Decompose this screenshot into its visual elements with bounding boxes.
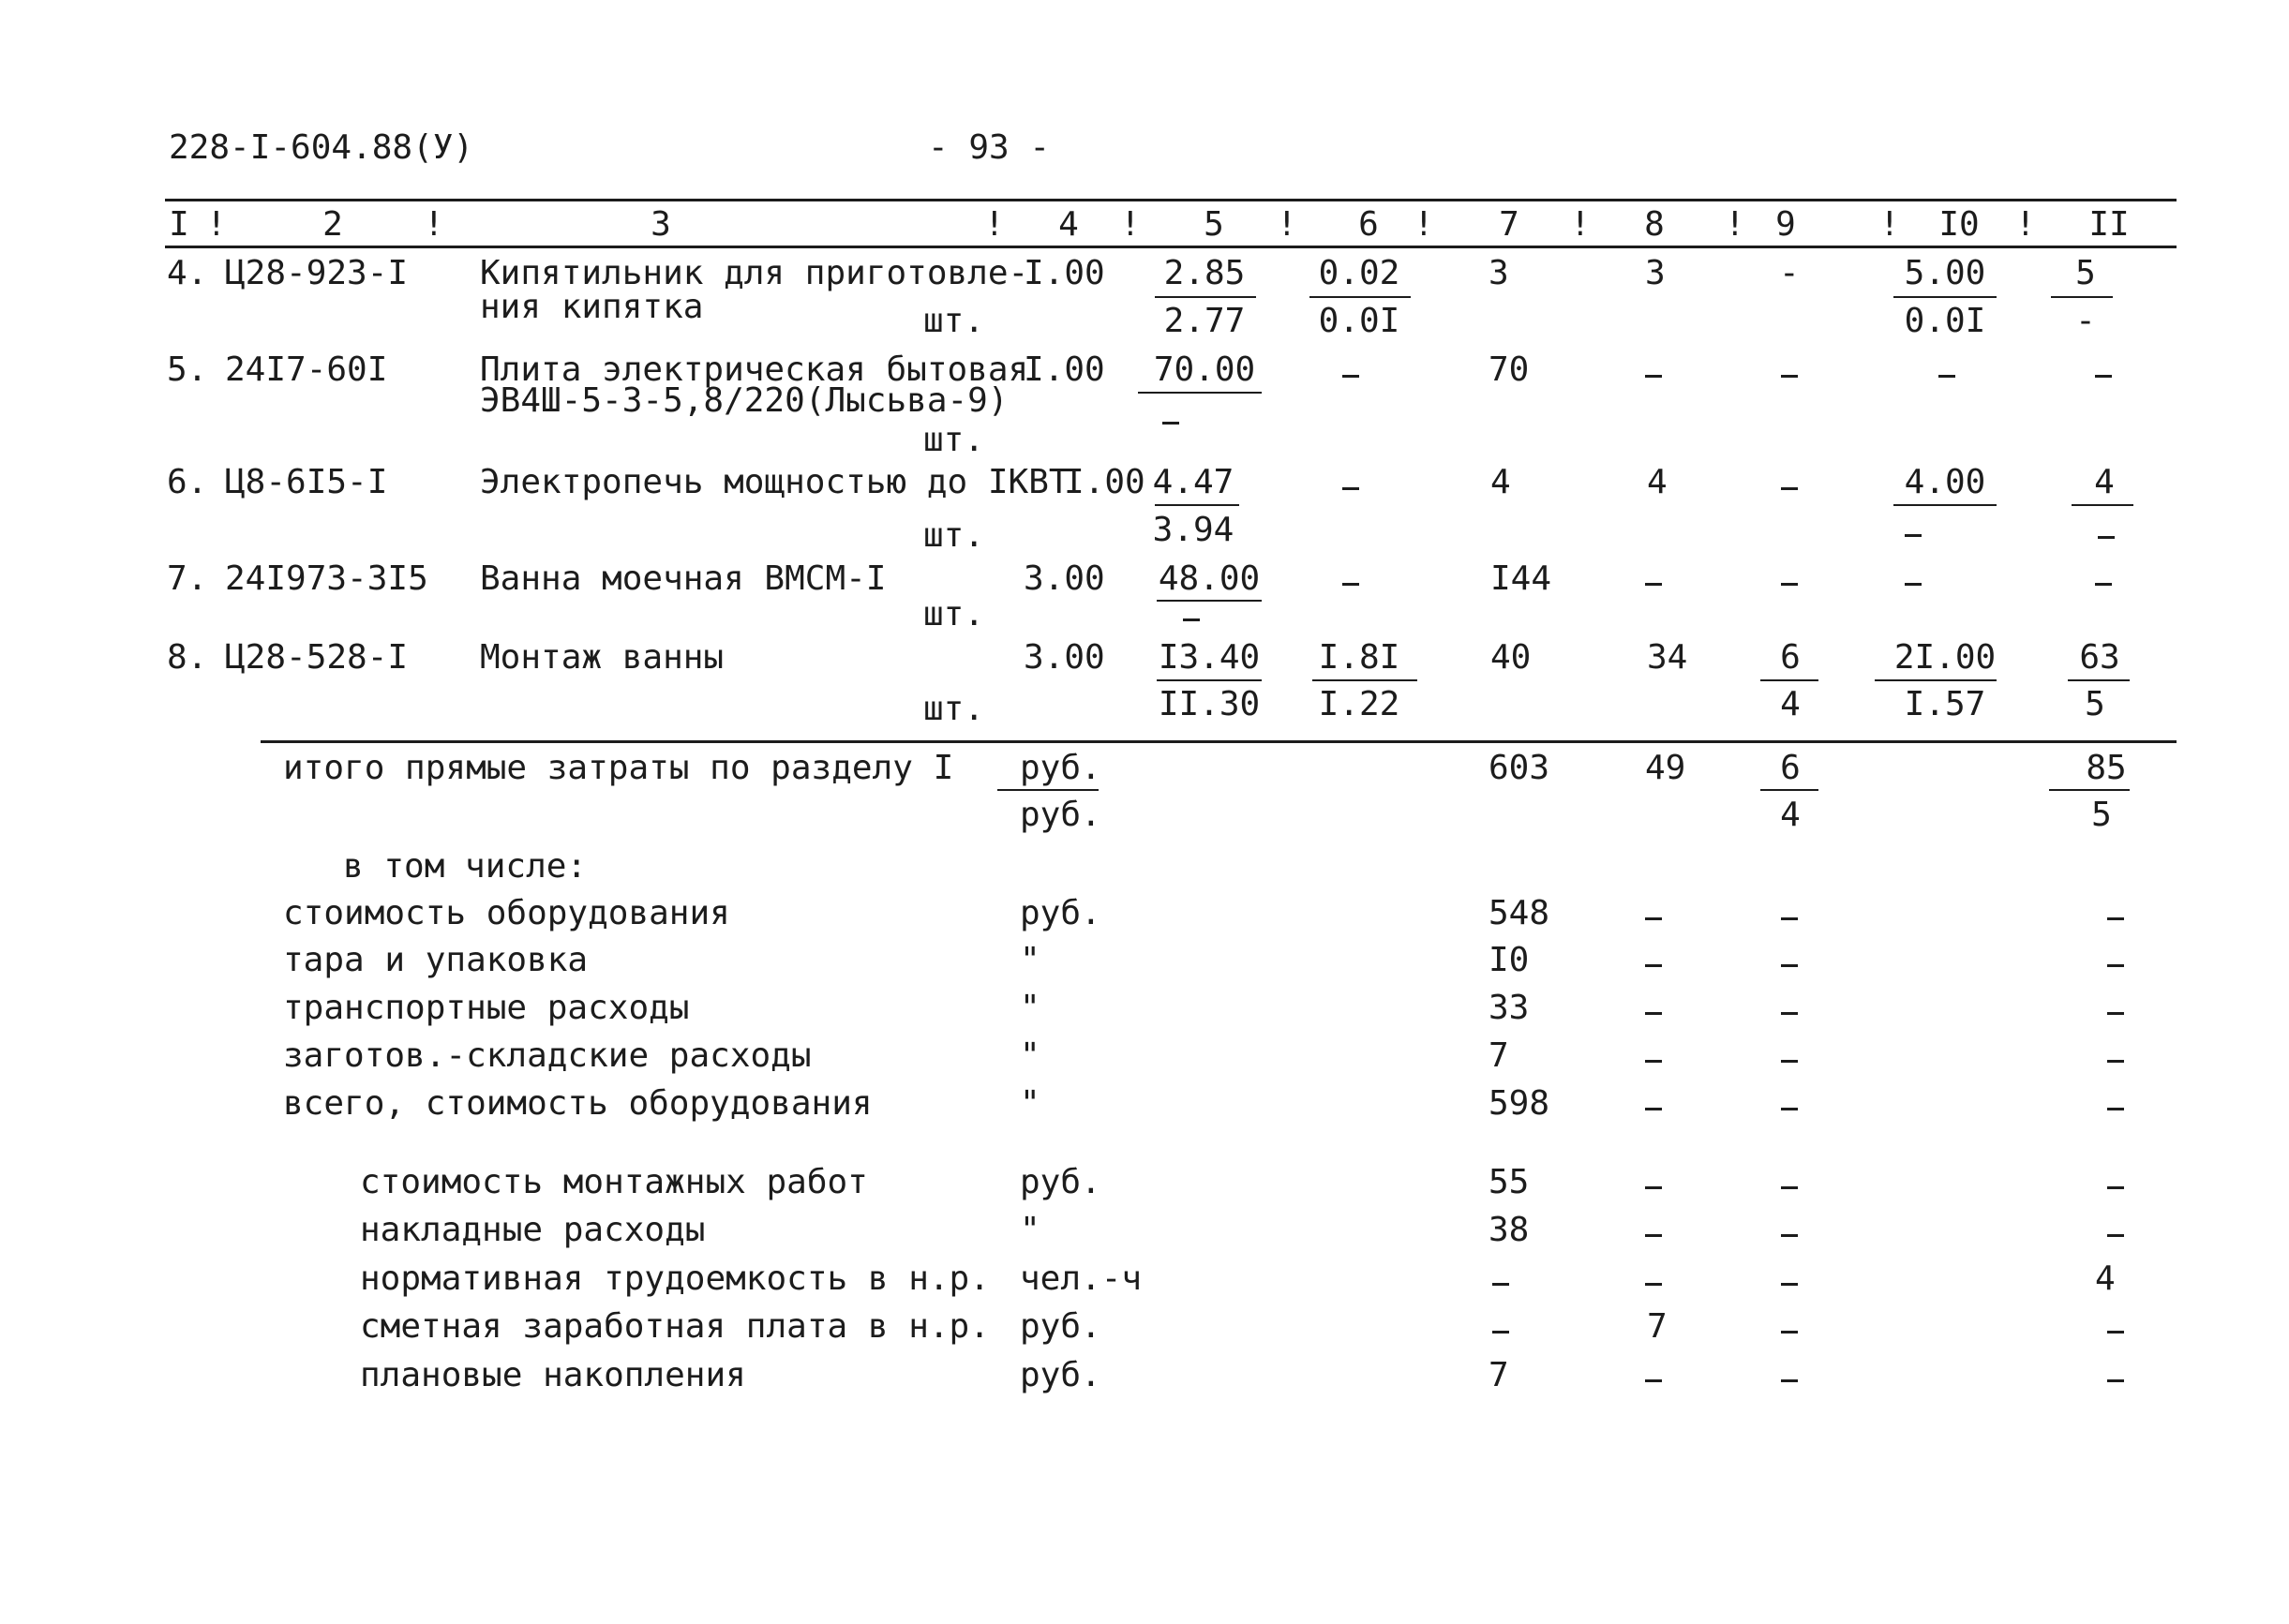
total-label: итого прямые затраты по разделу I bbox=[283, 749, 954, 787]
row-col9-bottom: 4 bbox=[1780, 685, 1801, 723]
total-col9-bottom: 4 bbox=[1780, 796, 1801, 834]
row-col8: 34 bbox=[1647, 638, 1688, 677]
summary-line-c11-dash bbox=[2107, 1379, 2124, 1382]
row-col5-top: 2.85 bbox=[1163, 254, 1246, 292]
summary-line-c11-dash bbox=[2107, 1234, 2124, 1237]
summary-line-c7: 38 bbox=[1489, 1211, 1530, 1249]
total-col11-bottom: 5 bbox=[2091, 796, 2112, 834]
row-name-line: Ванна моечная ВМСМ-I bbox=[480, 559, 887, 598]
row-col6-top: 0.02 bbox=[1318, 254, 1400, 292]
col-separator: ! bbox=[206, 205, 227, 244]
row-number: 4. bbox=[167, 254, 208, 292]
fraction-bar bbox=[1893, 296, 1997, 298]
col-separator: ! bbox=[424, 205, 444, 244]
row-col11-dash bbox=[2095, 583, 2112, 586]
col-header-4: 4 bbox=[1058, 205, 1079, 244]
col-header-2: 2 bbox=[322, 205, 343, 244]
summary-line-label: плановые накопления bbox=[360, 1356, 746, 1394]
summary-line-c7: 33 bbox=[1489, 989, 1530, 1027]
row-col6-dash bbox=[1342, 375, 1359, 378]
summary-line-c9-dash bbox=[1781, 1012, 1798, 1015]
row-col10-bottom: 0.0I bbox=[1904, 302, 1986, 340]
row-col5-top: I3.40 bbox=[1158, 638, 1261, 677]
summary-line-c8-dash bbox=[1645, 1379, 1662, 1382]
page-number: - 93 - bbox=[928, 128, 1051, 167]
summary-line-label: тара и упаковка bbox=[283, 941, 589, 979]
row-col5-bottom: II.30 bbox=[1158, 685, 1261, 723]
summary-line-c9-dash bbox=[1781, 964, 1798, 967]
row-col9-dash bbox=[1781, 583, 1798, 586]
summary-line-label: накладные расходы bbox=[360, 1211, 706, 1249]
including-label: в том числе: bbox=[343, 847, 588, 886]
row-col9: - bbox=[1779, 254, 1800, 292]
row-col10-bottom-dash bbox=[1905, 534, 1922, 537]
summary-line-c8-dash bbox=[1645, 1283, 1662, 1286]
summary-line-c7: 598 bbox=[1489, 1084, 1550, 1123]
row-col11-top: 63 bbox=[2079, 638, 2120, 677]
header-top-rule bbox=[165, 199, 2177, 201]
summary-line-c8-dash bbox=[1645, 917, 1662, 920]
row-col7: 40 bbox=[1490, 638, 1532, 677]
row-name-line: Плита электрическая бытовая bbox=[480, 350, 1029, 389]
summary-line-label: заготов.-складские расходы bbox=[283, 1036, 812, 1075]
fraction-bar bbox=[1760, 789, 1818, 791]
summary-divider bbox=[261, 740, 2177, 743]
row-name-line: ЭВ4Ш-5-3-5,8/220(Лысьва-9) bbox=[480, 381, 1009, 420]
fraction-bar bbox=[2051, 296, 2113, 298]
row-unit: шт. bbox=[923, 516, 985, 555]
row-col10-top: 4.00 bbox=[1904, 463, 1986, 501]
row-col4: I.00 bbox=[1064, 463, 1145, 501]
summary-line-label: всего, стоимость оборудования bbox=[283, 1084, 873, 1123]
row-unit: шт. bbox=[923, 595, 985, 633]
row-col11-top: 4 bbox=[2094, 463, 2115, 501]
summary-line-c8-dash bbox=[1645, 1060, 1662, 1063]
row-col11-top: 5 bbox=[2075, 254, 2096, 292]
summary-line-unit: руб. bbox=[1020, 1356, 1101, 1394]
total-col9-top: 6 bbox=[1780, 749, 1801, 787]
col-header-11: II bbox=[2088, 205, 2130, 244]
summary-line-label: стоимость оборудования bbox=[283, 894, 730, 932]
row-col6-top: I.8I bbox=[1318, 638, 1400, 677]
row-col10-bottom: I.57 bbox=[1904, 685, 1986, 723]
fraction-bar bbox=[1893, 504, 1997, 506]
document-code: 228-I-604.88(У) bbox=[169, 128, 474, 167]
row-col11-bottom-dash bbox=[2098, 536, 2115, 539]
summary-line-unit: " bbox=[1020, 1036, 1040, 1075]
row-name-line: Монтаж ванны bbox=[480, 638, 725, 677]
summary-line-c9-dash bbox=[1781, 1060, 1798, 1063]
fraction-bar bbox=[2068, 679, 2130, 681]
row-col6-bottom: 0.0I bbox=[1318, 302, 1400, 340]
summary-line-unit: руб. bbox=[1020, 1307, 1101, 1346]
fraction-bar bbox=[1155, 296, 1256, 298]
summary-line-c9-dash bbox=[1781, 1331, 1798, 1333]
fraction-bar bbox=[2072, 504, 2133, 506]
row-col10-dash bbox=[1905, 583, 1922, 586]
total-col11-top: 85 bbox=[2086, 749, 2127, 787]
fraction-bar bbox=[1155, 504, 1239, 506]
fraction-bar bbox=[1309, 296, 1411, 298]
col-header-9: 9 bbox=[1775, 205, 1796, 244]
summary-line-unit: " bbox=[1020, 941, 1040, 979]
summary-line-c11-dash bbox=[2107, 1060, 2124, 1063]
summary-line-label: нормативная трудоемкость в н.р. bbox=[360, 1259, 990, 1298]
summary-line-unit: чел.-ч bbox=[1020, 1259, 1143, 1298]
summary-line-c8-dash bbox=[1645, 1012, 1662, 1015]
row-col8: 3 bbox=[1645, 254, 1666, 292]
summary-line-c7: I0 bbox=[1489, 941, 1530, 979]
fraction-bar bbox=[997, 789, 1099, 791]
row-col4: I.00 bbox=[1024, 254, 1105, 292]
row-number: 5. bbox=[167, 350, 208, 389]
col-header-5: 5 bbox=[1204, 205, 1224, 244]
col-separator: ! bbox=[1414, 205, 1434, 244]
row-col5-top: 48.00 bbox=[1158, 559, 1261, 598]
row-col11-bottom: 5 bbox=[2085, 685, 2105, 723]
summary-line-c9-dash bbox=[1781, 1234, 1798, 1237]
row-number: 7. bbox=[167, 559, 208, 598]
summary-line-c8-dash bbox=[1645, 964, 1662, 967]
fraction-bar bbox=[1875, 679, 1997, 681]
summary-line-c11: 4 bbox=[2095, 1259, 2116, 1298]
fraction-bar bbox=[1138, 392, 1262, 394]
total-unit-bottom: руб. bbox=[1020, 796, 1101, 834]
col-header-7: 7 bbox=[1499, 205, 1519, 244]
summary-line-c7-dash bbox=[1492, 1283, 1509, 1286]
summary-line-c11-dash bbox=[2107, 1012, 2124, 1015]
summary-line-label: транспортные расходы bbox=[283, 989, 690, 1027]
row-col6-bottom: I.22 bbox=[1318, 685, 1400, 723]
summary-line-unit: руб. bbox=[1020, 894, 1101, 932]
row-name-line: ния кипятка bbox=[480, 288, 704, 326]
summary-line-label: сметная заработная плата в н.р. bbox=[360, 1307, 990, 1346]
col-separator: ! bbox=[1570, 205, 1591, 244]
row-col8: 4 bbox=[1647, 463, 1668, 501]
fraction-bar bbox=[2049, 789, 2130, 791]
col-separator: ! bbox=[1879, 205, 1900, 244]
row-col9-dash bbox=[1781, 375, 1798, 378]
fraction-bar bbox=[1157, 679, 1262, 681]
col-separator: ! bbox=[1277, 205, 1297, 244]
row-code: Ц8-6I5-I bbox=[225, 463, 388, 501]
row-col10-dash bbox=[1938, 375, 1955, 378]
summary-line-c9-dash bbox=[1781, 1186, 1798, 1189]
row-col10-top: 5.00 bbox=[1904, 254, 1986, 292]
summary-line-unit: руб. bbox=[1020, 1163, 1101, 1201]
row-col10-top: 2I.00 bbox=[1893, 638, 1997, 677]
row-col5-bottom: 2.77 bbox=[1163, 302, 1246, 340]
row-col5-bottom-dash bbox=[1162, 422, 1179, 425]
total-unit-top: руб. bbox=[1020, 749, 1101, 787]
summary-line-unit: " bbox=[1020, 1084, 1040, 1123]
summary-line-c9-dash bbox=[1781, 1283, 1798, 1286]
row-col5-top: 70.00 bbox=[1153, 350, 1256, 389]
row-col4: 3.00 bbox=[1024, 559, 1105, 598]
row-col8-dash bbox=[1645, 583, 1662, 586]
col-separator: ! bbox=[984, 205, 1005, 244]
row-number: 8. bbox=[167, 638, 208, 677]
row-col5-bottom-dash bbox=[1183, 618, 1200, 621]
summary-line-c7: 548 bbox=[1489, 894, 1550, 932]
fraction-bar bbox=[1312, 679, 1417, 681]
summary-line-c8-dash bbox=[1645, 1108, 1662, 1110]
row-code: 24I973-3I5 bbox=[225, 559, 428, 598]
row-name-line: Электропечь мощностью до IКВТ bbox=[480, 463, 1070, 501]
row-col4: I.00 bbox=[1024, 350, 1105, 389]
col-header-6: 6 bbox=[1358, 205, 1379, 244]
summary-line-c8-dash bbox=[1645, 1186, 1662, 1189]
col-header-3: 3 bbox=[651, 205, 671, 244]
fraction-bar bbox=[1760, 679, 1818, 681]
row-col6-dash bbox=[1342, 583, 1359, 586]
summary-line-c11-dash bbox=[2107, 964, 2124, 967]
summary-line-c11-dash bbox=[2107, 1108, 2124, 1110]
col-header-1: I bbox=[169, 205, 189, 244]
row-col6-dash bbox=[1342, 487, 1359, 490]
summary-line-c8: 7 bbox=[1647, 1307, 1668, 1346]
summary-line-c7: 7 bbox=[1489, 1356, 1509, 1394]
row-number: 6. bbox=[167, 463, 208, 501]
summary-line-c11-dash bbox=[2107, 1186, 2124, 1189]
col-header-8: 8 bbox=[1644, 205, 1665, 244]
row-col9-top: 6 bbox=[1780, 638, 1801, 677]
summary-line-c9-dash bbox=[1781, 1379, 1798, 1382]
header-bottom-rule bbox=[165, 246, 2177, 248]
col-separator: ! bbox=[1725, 205, 1745, 244]
row-col7: 4 bbox=[1490, 463, 1511, 501]
summary-line-c9-dash bbox=[1781, 1108, 1798, 1110]
row-code: Ц28-528-I bbox=[225, 638, 409, 677]
total-col7: 603 bbox=[1489, 749, 1550, 787]
summary-line-c11-dash bbox=[2107, 917, 2124, 920]
total-col8: 49 bbox=[1645, 749, 1686, 787]
row-name-line: Кипятильник для приготовле- bbox=[480, 254, 1029, 292]
row-unit: шт. bbox=[923, 302, 985, 340]
col-separator: ! bbox=[1120, 205, 1141, 244]
row-col9-dash bbox=[1781, 487, 1798, 490]
row-col11-dash bbox=[2095, 375, 2112, 378]
row-unit: шт. bbox=[923, 421, 985, 459]
fraction-bar bbox=[1157, 600, 1262, 602]
summary-line-unit: " bbox=[1020, 989, 1040, 1027]
row-col7: 70 bbox=[1489, 350, 1530, 389]
summary-line-c11-dash bbox=[2107, 1331, 2124, 1333]
row-unit: шт. bbox=[923, 690, 985, 728]
summary-line-c7-dash bbox=[1492, 1331, 1509, 1333]
summary-line-c8-dash bbox=[1645, 1234, 1662, 1237]
row-code: 24I7-60I bbox=[225, 350, 388, 389]
row-col7: I44 bbox=[1490, 559, 1552, 598]
row-col5-top: 4.47 bbox=[1152, 463, 1234, 501]
summary-line-label: стоимость монтажных работ bbox=[360, 1163, 868, 1201]
summary-line-c9-dash bbox=[1781, 917, 1798, 920]
row-code: Ц28-923-I bbox=[225, 254, 409, 292]
row-col8-dash bbox=[1645, 375, 1662, 378]
row-col5-bottom: 3.94 bbox=[1152, 511, 1234, 549]
row-col11-bottom: - bbox=[2075, 302, 2096, 340]
row-col4: 3.00 bbox=[1024, 638, 1105, 677]
summary-line-c7: 55 bbox=[1489, 1163, 1530, 1201]
row-col7: 3 bbox=[1489, 254, 1509, 292]
col-header-10: I0 bbox=[1938, 205, 1980, 244]
summary-line-c7: 7 bbox=[1489, 1036, 1509, 1075]
col-separator: ! bbox=[2015, 205, 2036, 244]
summary-line-unit: " bbox=[1020, 1211, 1040, 1249]
